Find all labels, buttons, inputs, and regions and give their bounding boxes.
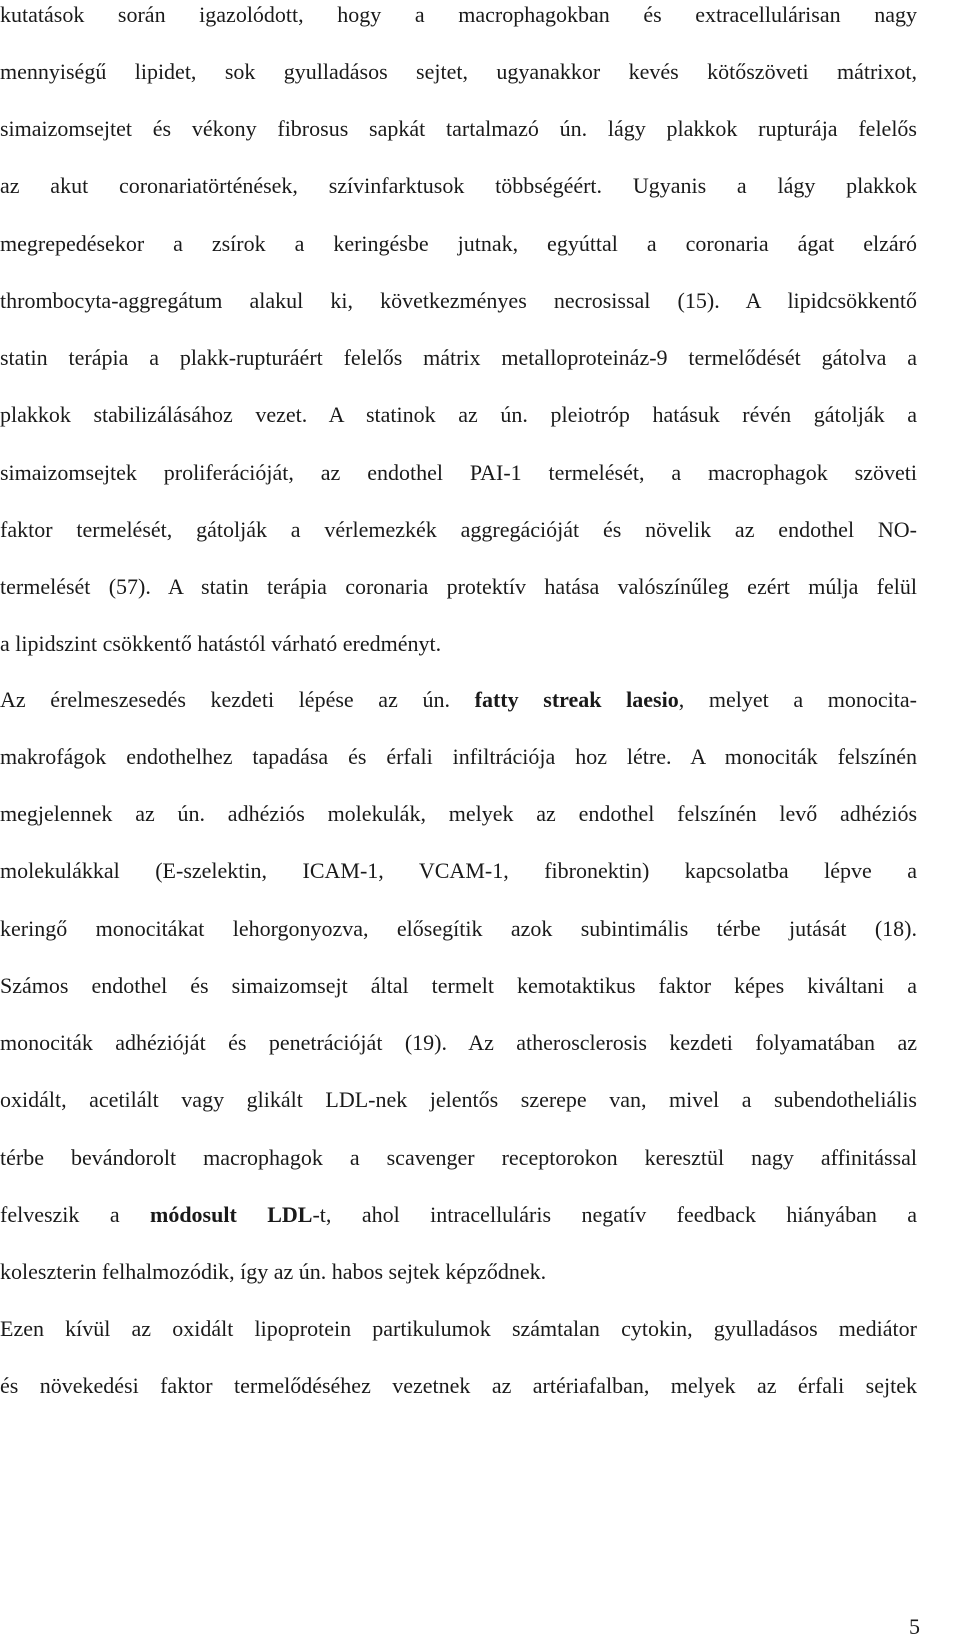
text-segment: Az érelmeszesedés kezdeti lépése az ún. bbox=[0, 687, 475, 712]
text-line: simaizomsejtet és vékony fibrosus sapkát tartalmazó ún. lágy plakkok rupturája felelős bbox=[0, 116, 917, 141]
text-line: keringő monocitákat lehorgonyozva, elősegítik azok subintimális térbe jutását (18). bbox=[0, 916, 917, 941]
text-segment bbox=[237, 1202, 267, 1227]
text-line: a lipidszint csökkentő hatástól várható eredményt. bbox=[0, 631, 442, 656]
text-line: megrepedésekor a zsírok a keringésbe jutnak, egyúttal a coronaria ágat elzáró bbox=[0, 231, 917, 256]
text-line: koleszterin felhalmozódik, így az ún. habos sejtek képződnek. bbox=[0, 1259, 547, 1284]
text-line: thrombocyta-aggregátum alakul ki, következményes necrosissal (15). A lipidcsökkentő bbox=[0, 288, 917, 313]
modosult-ldl-line bbox=[0, 1200, 917, 1230]
page-number: 5 bbox=[909, 1614, 920, 1639]
text-line: Ezen kívül az oxidált lipoprotein partikulumok számtalan cytokin, gyulladásos mediátor bbox=[0, 1316, 917, 1341]
text-line: faktor termelését, gátolják a vérlemezkék aggregációját és növelik az endothel NO- bbox=[0, 517, 917, 542]
text-line: plakkok stabilizálásához vezet. A statinok az ún. pleiotróp hatásuk révén gátolják a bbox=[0, 402, 917, 427]
text-line: makrofágok endothelhez tapadása és érfali infiltrációja hoz létre. A monociták felszínén bbox=[0, 744, 917, 769]
modosult-term: módosult bbox=[150, 1202, 237, 1227]
text-line: termelését (57). A statin terápia coronaria protektív hatása valószínűleg ezért múlja felül bbox=[0, 574, 917, 599]
text-segment: -t, ahol intracelluláris negatív feedback hiányában a bbox=[312, 1202, 918, 1227]
text-line: molekulákkal (E-szelektin, ICAM-1, VCAM-1, fibronektin) kapcsolatba lépve a bbox=[0, 858, 917, 883]
text-line: az akut coronariatörténések, szívinfarktusok többségéért. Ugyanis a lágy plakkok bbox=[0, 173, 917, 198]
text-line: mennyiségű lipidet, sok gyulladásos sejtet, ugyanakkor kevés kötőszöveti mátrixot, bbox=[0, 59, 917, 84]
text-line: simaizomsejtek proliferációját, az endothel PAI-1 termelését, a macrophagok szöveti bbox=[0, 460, 917, 485]
text-line: és növekedési faktor termelődéséhez vezetnek az artériafalban, melyek az érfali sejtek bbox=[0, 1373, 917, 1398]
text-segment: , melyet a monocita- bbox=[678, 687, 917, 712]
text-line: Számos endothel és simaizomsejt által termelt kemotaktikus faktor képes kiváltani a bbox=[0, 973, 917, 998]
text-line: statin terápia a plakk-rupturáért felelős mátrix metalloproteináz-9 termelődését gátolva a bbox=[0, 345, 917, 370]
text-line: kutatások során igazolódott, hogy a macrophagokban és extracellulárisan nagy bbox=[0, 2, 917, 27]
fatty-streak-line bbox=[0, 685, 917, 715]
text-line: oxidált, acetilált vagy glikált LDL-nek jelentős szerepe van, mivel a subendotheliális bbox=[0, 1087, 917, 1112]
text-line: térbe bevándorolt macrophagok a scavenger receptorokon keresztül nagy affinitással bbox=[0, 1145, 917, 1170]
text-line: monociták adhézióját és penetrációját (19). Az atherosclerosis kezdeti folyamatában az bbox=[0, 1030, 917, 1055]
ldl-term: LDL bbox=[267, 1202, 313, 1227]
text-segment: felveszik a bbox=[0, 1202, 150, 1227]
text-line: megjelennek az ún. adhéziós molekulák, melyek az endothel felszínén levő adhéziós bbox=[0, 801, 917, 826]
fatty-streak-term: fatty streak laesio bbox=[474, 687, 679, 712]
